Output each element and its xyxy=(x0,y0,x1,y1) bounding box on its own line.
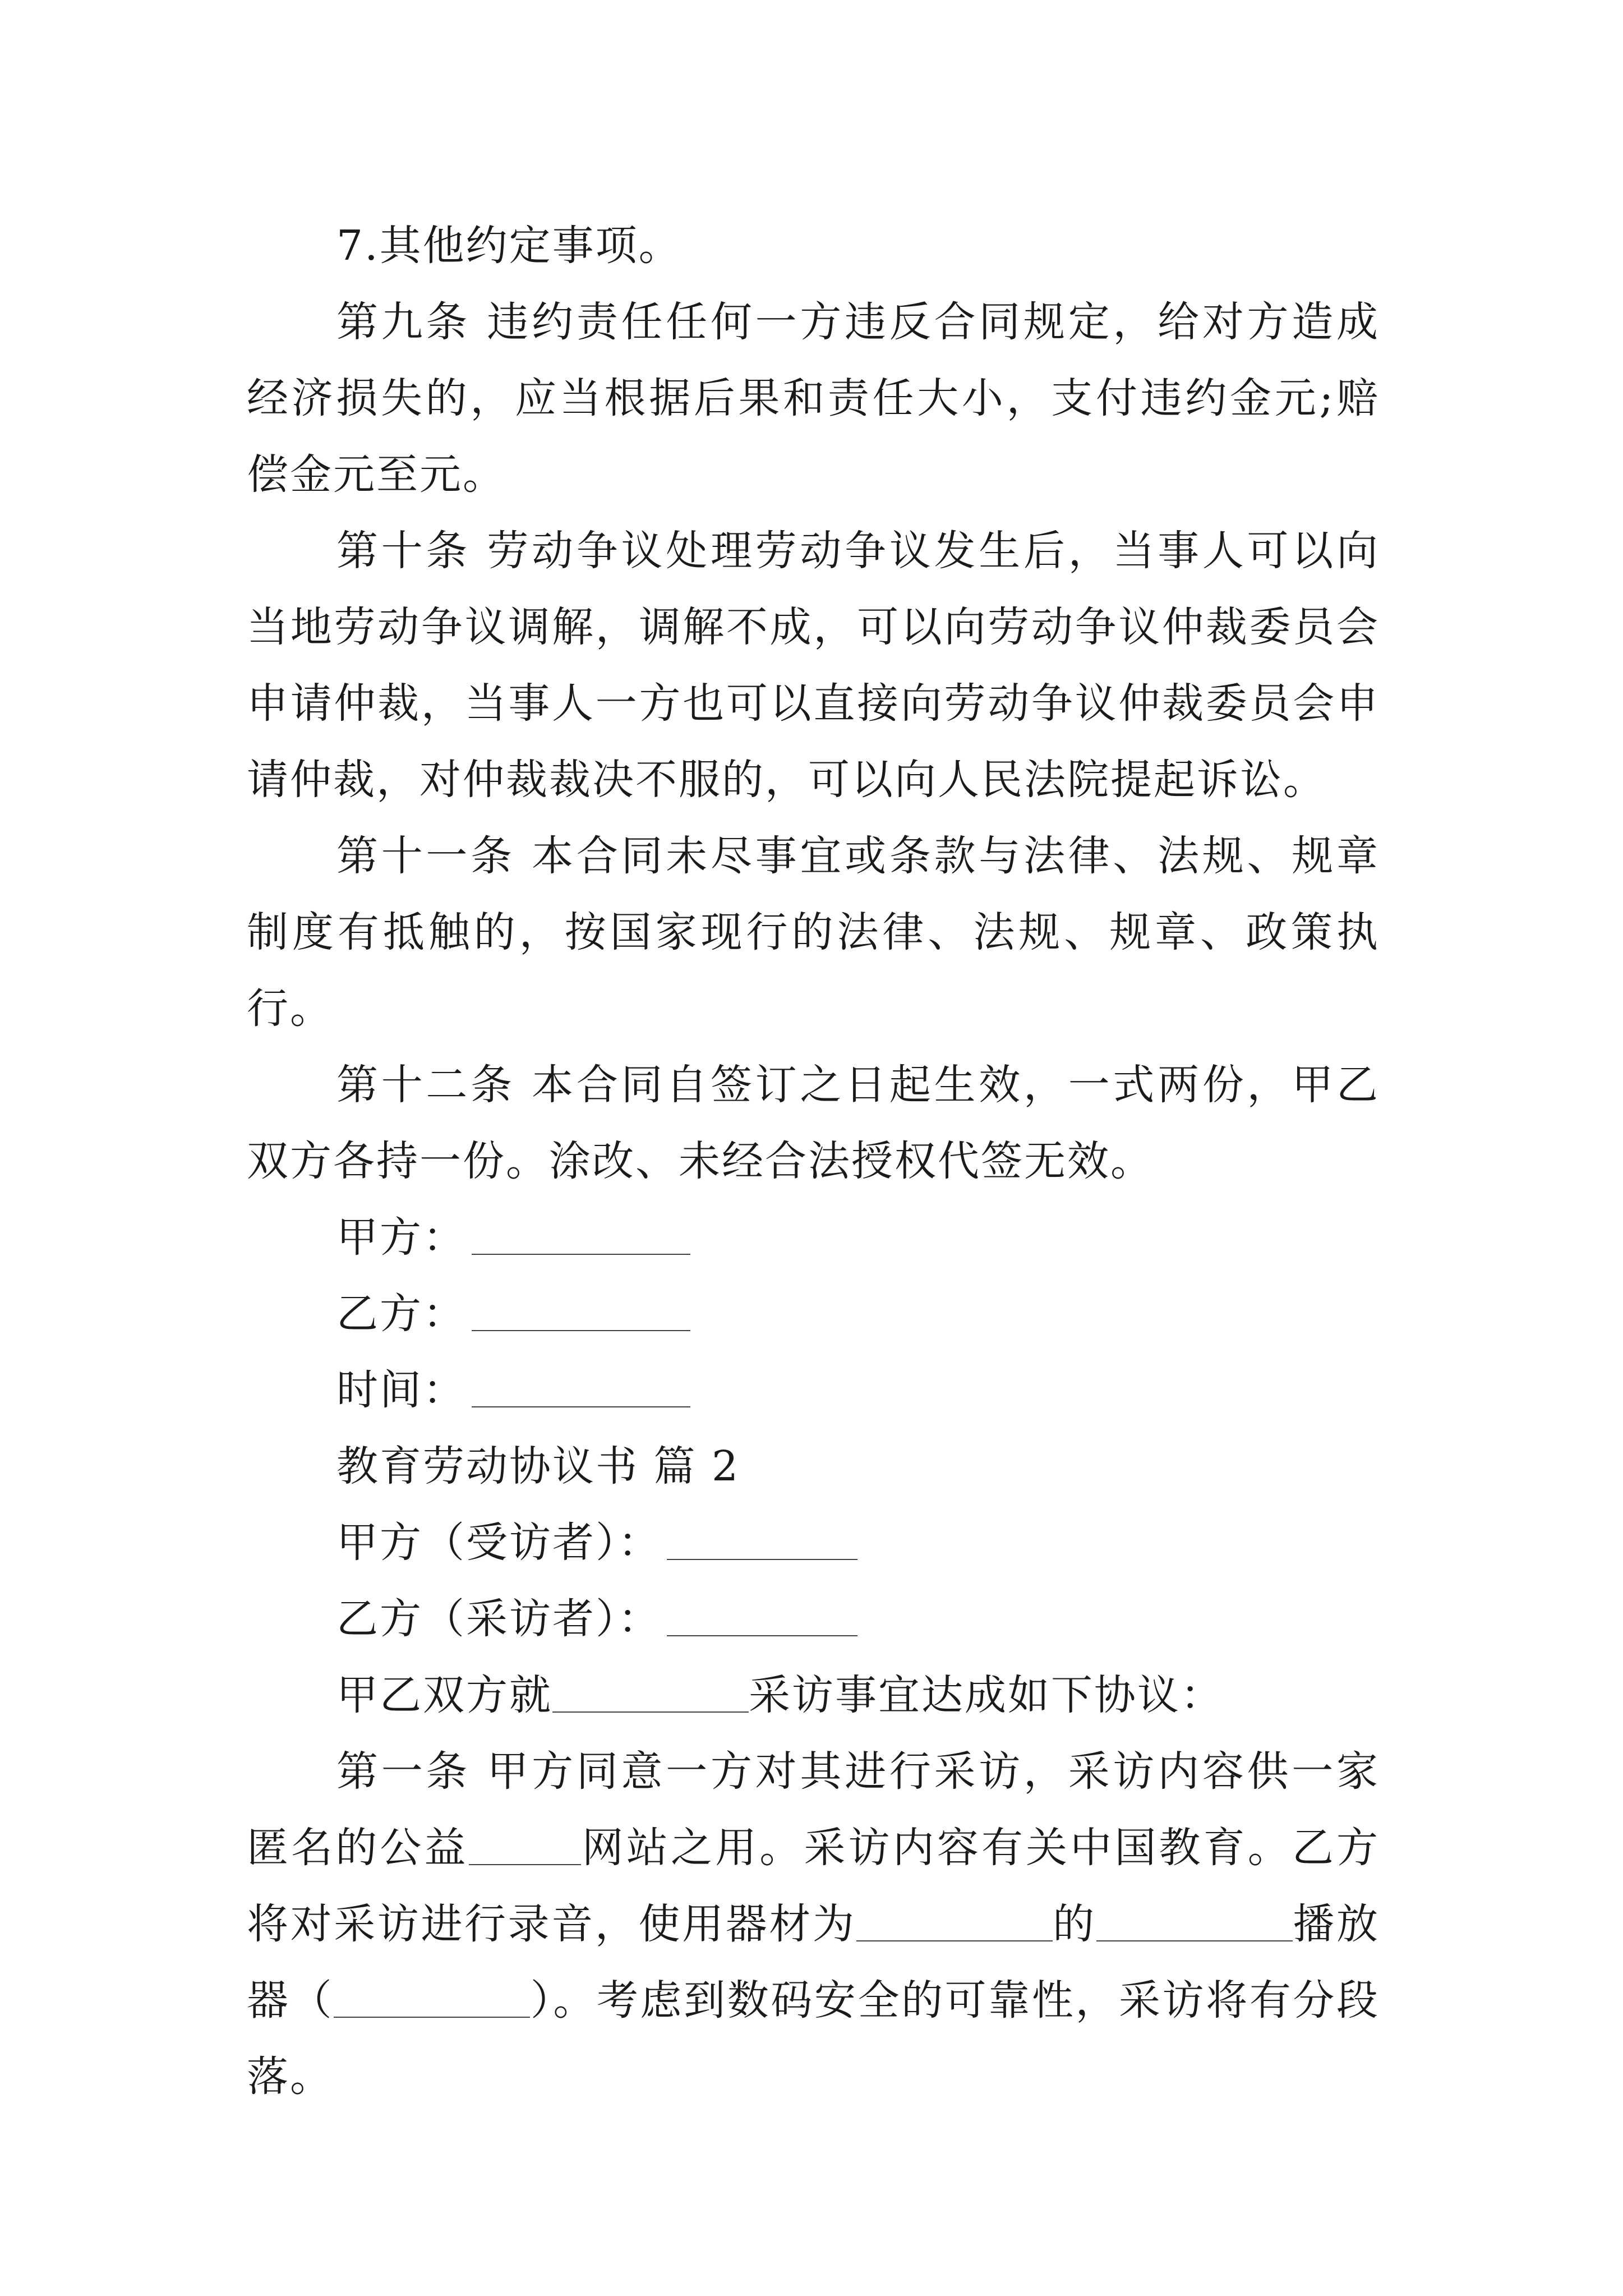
party-b-line xyxy=(247,1276,1380,1352)
interviewer-line xyxy=(247,1581,1380,1657)
section-title-2: 教育劳动协议书 篇 2 xyxy=(336,1442,740,1490)
equipment-blank-2 xyxy=(1096,1907,1293,1941)
equipment-blank-1 xyxy=(856,1907,1053,1941)
website-blank xyxy=(469,1830,581,1865)
party-a-blank xyxy=(472,1220,690,1255)
time-line xyxy=(247,1352,1380,1428)
article-10: 第十条 劳动争议处理劳动争议发生后，当事人可以向当地劳动争议调解，调解不成，可以向劳动争议仲裁委员会申请仲裁，当事人一方也可以直接向劳动争议仲裁委员会申请仲裁，对仲裁裁决不服的，可以向人民法院提起诉讼。 xyxy=(247,527,1380,804)
time-blank xyxy=(472,1373,690,1407)
interviewee-line xyxy=(247,1504,1380,1581)
item-7: 7.其他约定事项。 xyxy=(336,222,682,270)
party-b-label: 乙方： xyxy=(336,1290,466,1338)
interviewee-label: 甲方（受访者）： xyxy=(336,1519,661,1567)
agreement-prefix: 甲乙双方就 xyxy=(336,1671,552,1719)
document-body xyxy=(247,208,1380,2115)
interviewee-blank xyxy=(667,1525,857,1560)
party-a-line xyxy=(247,1199,1380,1276)
article-1-part-b: 网站之用。采访内容有关中国教育。乙方将对采访进行录音，使用器材为 xyxy=(247,1824,1380,1948)
article-9: 第九条 违约责任任何一方违反合同规定，给对方造成经济损失的，应当根据后果和责任大小，支付违约金元;赔偿金元至元。 xyxy=(247,298,1380,499)
article-1 xyxy=(247,1733,1380,2115)
article-1-part-a: 第一条 甲方同意一方对其进行采访，采访内容供一家匿名的公益 xyxy=(247,1747,1380,1872)
party-a-label: 甲方： xyxy=(336,1213,466,1262)
party-b-blank xyxy=(472,1296,690,1331)
agreement-line xyxy=(247,1657,1380,1733)
interviewer-blank xyxy=(667,1602,857,1636)
interviewer-label: 乙方（采访者）： xyxy=(336,1595,661,1643)
agreement-blank xyxy=(552,1678,749,1713)
time-label: 时间： xyxy=(336,1366,466,1414)
article-11: 第十一条 本合同未尽事宜或条款与法律、法规、规章制度有抵触的，按国家现行的法律、法规、规章、政策执行。 xyxy=(247,832,1380,1033)
agreement-suffix: 采访事宜达成如下协议： xyxy=(749,1671,1224,1719)
equipment-blank-3 xyxy=(334,1983,530,2018)
article-1-part-d: 播放器（ xyxy=(247,1900,1380,2024)
article-1-part-e: ）。考虑到数码安全的可靠性，采访将有分段落。 xyxy=(247,1976,1380,2101)
article-1-part-c: 的 xyxy=(1052,1900,1096,1948)
article-12: 第十二条 本合同自签订之日起生效，一式两份，甲乙双方各持一份。涂改、未经合法授权代签无效。 xyxy=(247,1061,1380,1185)
